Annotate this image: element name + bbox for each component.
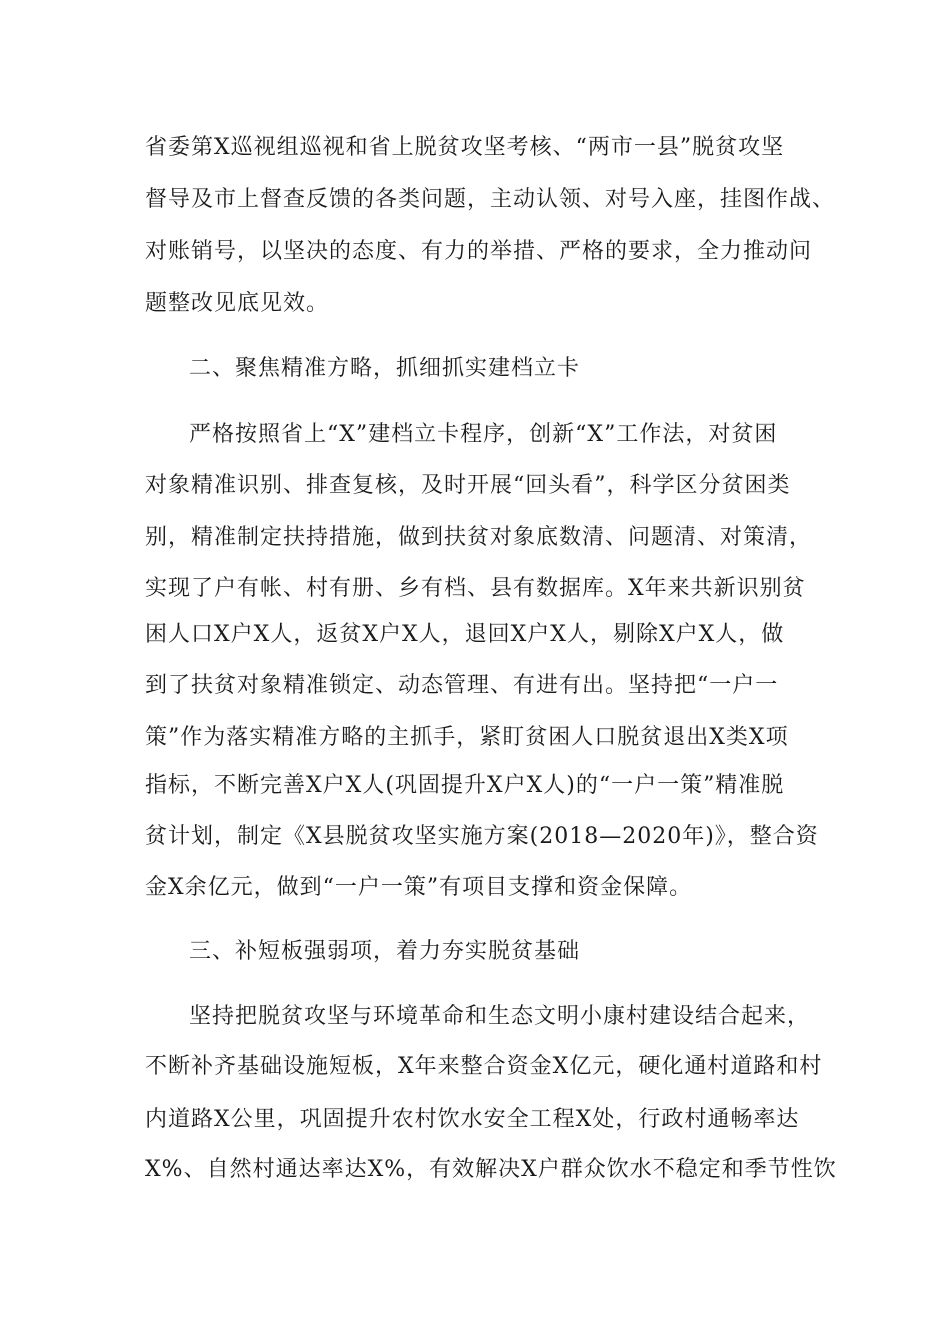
paragraph-3-line-4: X%、自然村通达率达X%，有效解决X户群众饮水不稳定和季节性饮 xyxy=(145,1157,837,1182)
paragraph-1-line-4: 题整改见底见效。 xyxy=(145,291,330,316)
paragraph-2-line-2: 对象精准识别、排查复核，及时开展“回头看”，科学区分贫困类 xyxy=(145,473,791,498)
paragraph-2-line-8: 指标，不断完善X户X人(巩固提升X户X人)的“一户一策”精准脱 xyxy=(145,773,785,798)
section-heading-2: 二、聚焦精准方略，抓细抓实建档立卡 xyxy=(189,356,581,381)
paragraph-1-line-1: 省委第X巡视组巡视和省上脱贫攻坚考核、“两市一县”脱贫攻坚 xyxy=(145,135,785,160)
paragraph-3-line-2: 不断补齐基础设施短板，X年来整合资金X亿元，硬化通村道路和村 xyxy=(145,1054,823,1079)
paragraph-3-line-1: 坚持把脱贫攻坚与环境革命和生态文明小康村建设结合起来， xyxy=(189,1004,811,1029)
paragraph-2-line-9: 贫计划，制定《X县脱贫攻坚实施方案(2018—2020年)》，整合资 xyxy=(145,824,819,849)
section-heading-3: 三、补短板强弱项，着力夯实脱贫基础 xyxy=(189,939,581,964)
paragraph-2-line-10: 金X余亿元，做到“一户一策”有项目支撑和资金保障。 xyxy=(145,875,693,900)
paragraph-2-line-7: 策”作为落实精准方略的主抓手，紧盯贫困人口脱贫退出X类X项 xyxy=(145,725,789,750)
paragraph-2-line-5: 困人口X户X人，返贫X户X人，退回X户X人，剔除X户X人，做 xyxy=(145,622,785,647)
paragraph-3-line-3: 内道路X公里，巩固提升农村饮水安全工程X处，行政村通畅率达 xyxy=(145,1107,800,1132)
paragraph-2-line-3: 别，精准制定扶持措施，做到扶贫对象底数清、问题清、对策清， xyxy=(145,525,813,550)
paragraph-2-line-4: 实现了户有帐、村有册、乡有档、县有数据库。X年来共新识别贫 xyxy=(145,576,806,601)
paragraph-1-line-3: 对账销号，以坚决的态度、有力的举措、严格的要求，全力推动问 xyxy=(145,239,813,264)
paragraph-2-line-6: 到了扶贫对象精准锁定、动态管理、有进有出。坚持把“一户一 xyxy=(145,673,779,698)
paragraph-1-line-2: 督导及市上督查反馈的各类问题，主动认领、对号入座，挂图作战、 xyxy=(145,187,836,212)
paragraph-2-line-1: 严格按照省上“X”建档立卡程序，创新“X”工作法，对贫困 xyxy=(189,422,778,447)
